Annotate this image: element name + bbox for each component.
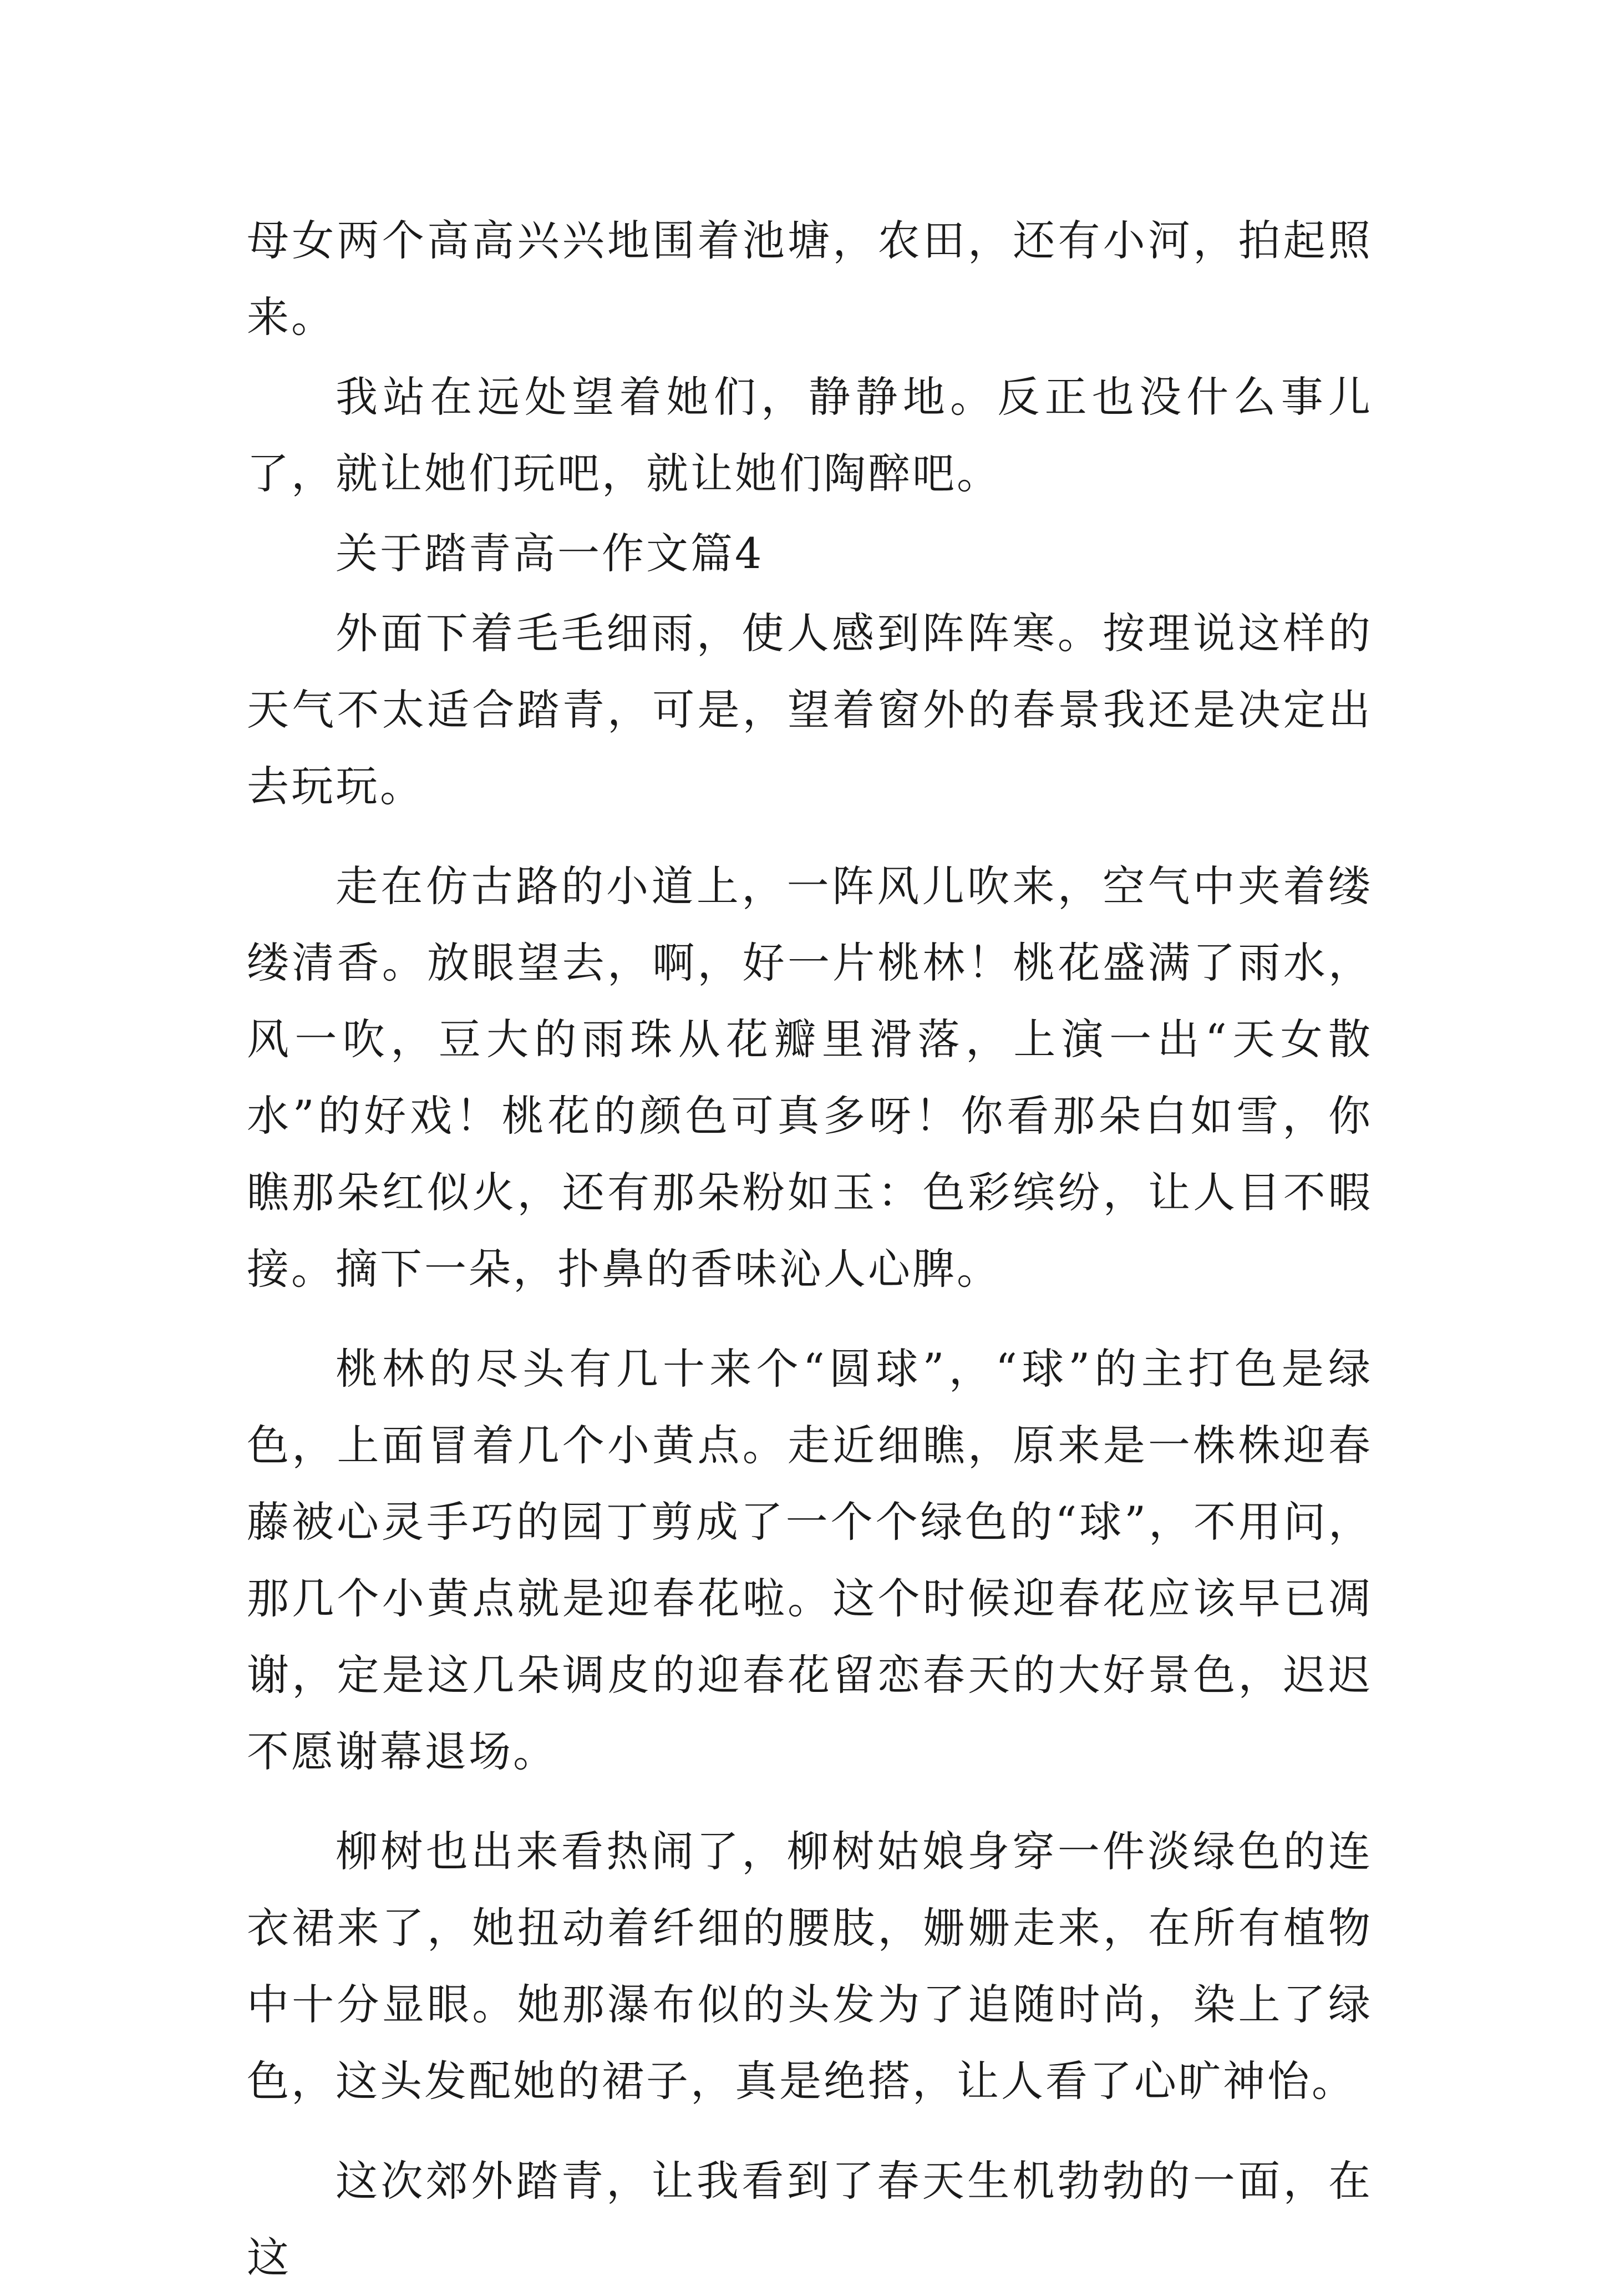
paragraph-3: 外面下着毛毛细雨，使人感到阵阵寒。按理说这样的天气不太适合踏青，可是，望着窗外的春景我还是决定出去玩玩。: [247, 609, 1373, 811]
paragraph-5: 桃林的尽头有几十来个“圆球”，“球”的主打色是绿色，上面冒着几个小黄点。走近细瞧，原来是一株株迎春藤被心灵手巧的园丁剪成了一个个绿色的“球”，不用问，那几个小黄点就是迎春花啦。这个时候迎春花应该早已凋谢，定是这几朵调皮的迎春花留恋春天的大好景色，迟迟不愿谢幕退场。: [247, 1344, 1373, 1776]
paragraph-6: 柳树也出来看热闹了，柳树姑娘身穿一件淡绿色的连衣裙来了，她扭动着纤细的腰肢，姗姗走来，在所有植物中十分显眼。她那瀑布似的头发为了追随时尚，染上了绿色，这头发配她的裙子，真是绝搭，让人看了心旷神怡。: [247, 1827, 1373, 2106]
section-heading: 关于踏青高一作文篇4: [336, 529, 764, 578]
paragraph-1: 母女两个高高兴兴地围着池塘，农田，还有小河，拍起照来。: [247, 216, 1373, 342]
paragraph-7: 这次郊外踏青，让我看到了春天生机勃勃的一面，在这: [247, 2156, 1373, 2282]
paragraph-2: 我站在远处望着她们，静静地。反正也没什么事儿了，就让她们玩吧，就让她们陶醉吧。: [247, 372, 1373, 498]
document-body: [247, 202, 1373, 2296]
paragraph-4: 走在仿古路的小道上，一阵风儿吹来，空气中夹着缕缕清香。放眼望去，啊，好一片桃林！桃花盛满了雨水，风一吹，豆大的雨珠从花瓣里滑落，上演一出“天女散水”的好戏！桃花的颜色可真多呀！你看那朵白如雪，你瞧那朵红似火，还有那朵粉如玉：色彩缤纷，让人目不暇接。摘下一朵，扑鼻的香味沁人心脾。: [247, 861, 1373, 1294]
